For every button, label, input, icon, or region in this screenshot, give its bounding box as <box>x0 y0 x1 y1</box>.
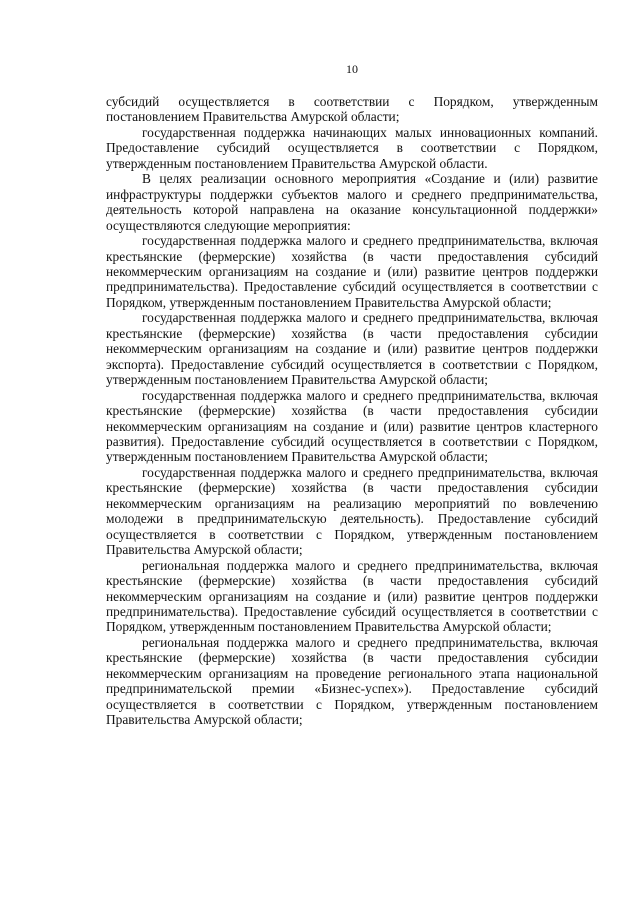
paragraph-cluster-centers: государственная поддержка малого и среднего предпринимательства, включая крестьянские (фермерские) хозяйства (в части предоставления субсидии некоммерческим организациям на создание и (или) развитие центров кластерного развития). Предоставление субсидий осуществляется в соответствии с Порядком, утвержденным постановлением Правительства Амурской области; <box>106 387 598 465</box>
paragraph-innovative-companies: государственная поддержка начинающих малых инновационных компаний. Предоставление субсидий осуществляется в соответствии с Порядком, утвержденным постановлением Правительства Амурской области. <box>106 124 598 171</box>
paragraph-continuation: субсидий осуществляется в соответствии с Порядком, утвержденным постановлением Правительства Амурской области; <box>106 94 598 125</box>
paragraph-business-success-award: региональная поддержка малого и среднего предпринимательства, включая крестьянские (фермерские) хозяйства (в части предоставления субсидии некоммерческим организациям на проведение регионального этапа национальной предпринимательской премии «Бизнес-успех»). Предоставление субсидий осуществляется в соответствии с Порядком, утвержденным постановлением Правительства Амурской области; <box>106 634 598 728</box>
document-body <box>106 94 598 728</box>
page-number: 10 <box>346 62 358 76</box>
document-page <box>106 62 598 728</box>
paragraph-infrastructure-intro: В целях реализации основного мероприятия «Создание и (или) развитие инфраструктуры поддержки субъектов малого и среднего предпринимательства, деятельность которой направлена на оказание консультационной поддержки» осуществляются следующие мероприятия: <box>106 171 598 233</box>
paragraph-youth-involvement: государственная поддержка малого и среднего предпринимательства, включая крестьянские (фермерские) хозяйства (в части предоставления субсидии некоммерческим организациям на реализацию мероприятий по вовлечению молодежи в предпринимательскую деятельность). Предоставление субсидий осуществляется в соответствии с Порядком, утвержденным постановлением Правительства Амурской области; <box>106 464 598 558</box>
paragraph-export-centers: государственная поддержка малого и среднего предпринимательства, включая крестьянские (фермерские) хозяйства (в части предоставления субсидии некоммерческим организациям на создание и (или) развитие центров поддержки экспорта). Предоставление субсидий осуществляется в соответствии с Порядком, утвержденным постановлением Правительства Амурской области; <box>106 310 598 388</box>
paragraph-support-centers: государственная поддержка малого и среднего предпринимательства, включая крестьянские (фермерские) хозяйства (в части предоставления субсидий некоммерческим организациям на создание и (или) развитие центров поддержки предпринимательства). Предоставление субсидий осуществляется в соответствии с Порядком, утвержденным постановлением Правительства Амурской области; <box>106 233 598 310</box>
paragraph-regional-support-centers: региональная поддержка малого и среднего предпринимательства, включая крестьянские (фермерские) хозяйства (в части предоставления субсидий некоммерческим организациям на создание и (или) развитие центров поддержки предпринимательства). Предоставление субсидий осуществляется в соответствии с Порядком, утвержденным постановлением Правительства Амурской области; <box>106 557 598 635</box>
